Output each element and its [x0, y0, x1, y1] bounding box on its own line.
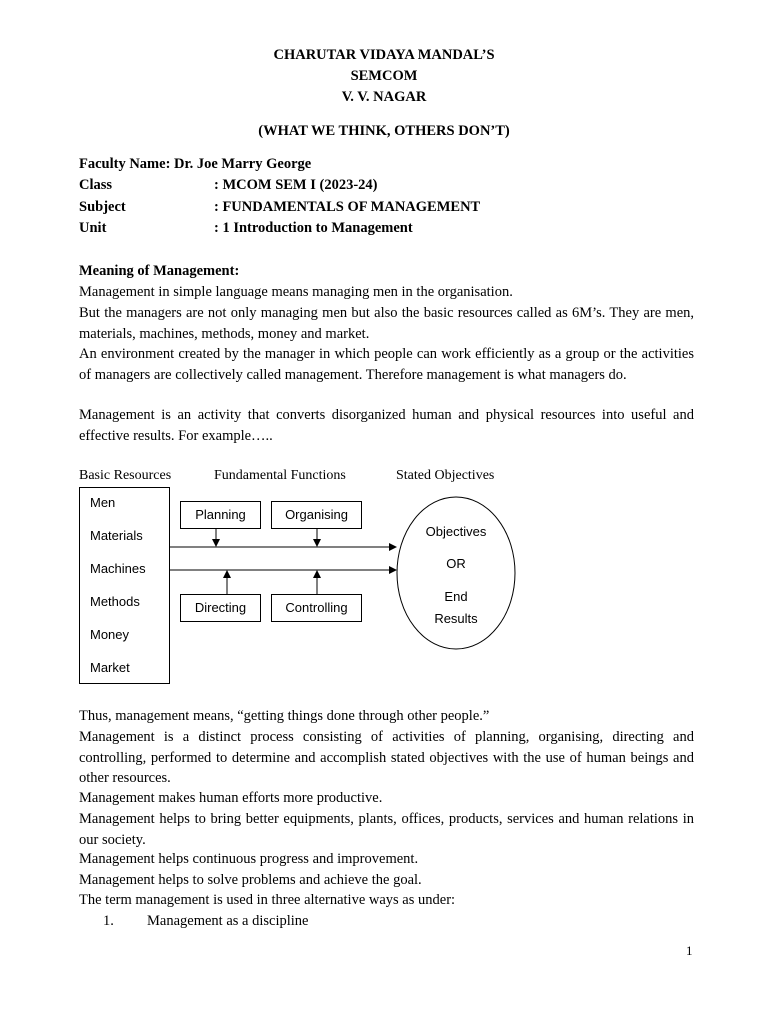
- list-number: 1.: [103, 913, 114, 929]
- list-item: Management as a discipline: [147, 913, 309, 929]
- objectives-text: [396, 497, 516, 625]
- body-line-5: The term management is used in three alternative ways as under:: [79, 892, 456, 908]
- objectives-line-3: End: [444, 589, 468, 604]
- paragraph-2: But the managers are not only managing men but also the basic resources called as 6M’s. They are men, materials, machines, methods, money and market.: [79, 305, 694, 342]
- paragraph-3: An environment created by the manager in which people can work efficiently as a group or the activities of managers are collectively called management. Therefore management is what managers do.: [79, 346, 694, 383]
- resource-methods: Methods: [90, 594, 140, 609]
- institution-name: CHARUTAR VIDAYA MANDAL’S: [273, 47, 495, 63]
- paragraph-1: Management in simple language means managing men in the organisation.: [79, 284, 513, 300]
- subject-label: Subject: [79, 199, 126, 215]
- college-motto: (WHAT WE THINK, OTHERS DON’T): [258, 123, 510, 139]
- college-place: V. V. NAGAR: [341, 89, 427, 105]
- college-name: SEMCOM: [350, 68, 418, 84]
- body-line-3: Management helps continuous progress and improvement.: [79, 851, 419, 867]
- faculty-name: Faculty Name: Dr. Joe Marry George: [79, 156, 312, 172]
- class-label: Class: [79, 177, 113, 193]
- planning-box: Planning: [180, 501, 261, 529]
- paragraph-6: Management helps to bring better equipments, plants, offices, products, services and human relations in our society.: [79, 811, 694, 848]
- directing-box: Directing: [180, 594, 261, 622]
- resource-machines: Machines: [90, 561, 146, 576]
- unit-value: : 1 Introduction to Management: [214, 220, 413, 236]
- section-heading: Meaning of Management:: [79, 263, 240, 279]
- objectives-line-4: Results: [434, 611, 478, 625]
- objectives-line-2: OR: [446, 556, 466, 571]
- body-line-2: Management makes human efforts more productive.: [79, 790, 383, 806]
- diagram-heading-functions: Fundamental Functions: [214, 468, 346, 483]
- paragraph-4: Management is an activity that converts disorganized human and physical resources into useful and effective results. For example…..: [79, 407, 694, 444]
- controlling-box: Controlling: [271, 594, 362, 622]
- objectives-line-1: Objectives: [425, 524, 487, 539]
- body-line-4: Management helps to solve problems and achieve the goal.: [79, 872, 422, 888]
- diagram-heading-objectives: Stated Objectives: [396, 468, 495, 483]
- page-number: 1: [686, 943, 693, 958]
- unit-label: Unit: [79, 220, 107, 236]
- organising-box: Organising: [271, 501, 362, 529]
- subject-value: : FUNDAMENTALS OF MANAGEMENT: [214, 199, 481, 215]
- resource-market: Market: [90, 660, 130, 675]
- paragraph-5: Management is a distinct process consisting of activities of planning, organising, directing and controlling, performed to determine and accomplish stated objectives with the use of human beings and other resources.: [79, 729, 694, 786]
- resource-materials: Materials: [90, 528, 143, 543]
- class-value: : MCOM SEM I (2023-24): [214, 177, 378, 193]
- resource-money: Money: [90, 627, 130, 642]
- definition-line: Thus, management means, “getting things done through other people.”: [79, 708, 490, 724]
- resource-men: Men: [90, 495, 116, 510]
- diagram-heading-resources: Basic Resources: [79, 468, 172, 483]
